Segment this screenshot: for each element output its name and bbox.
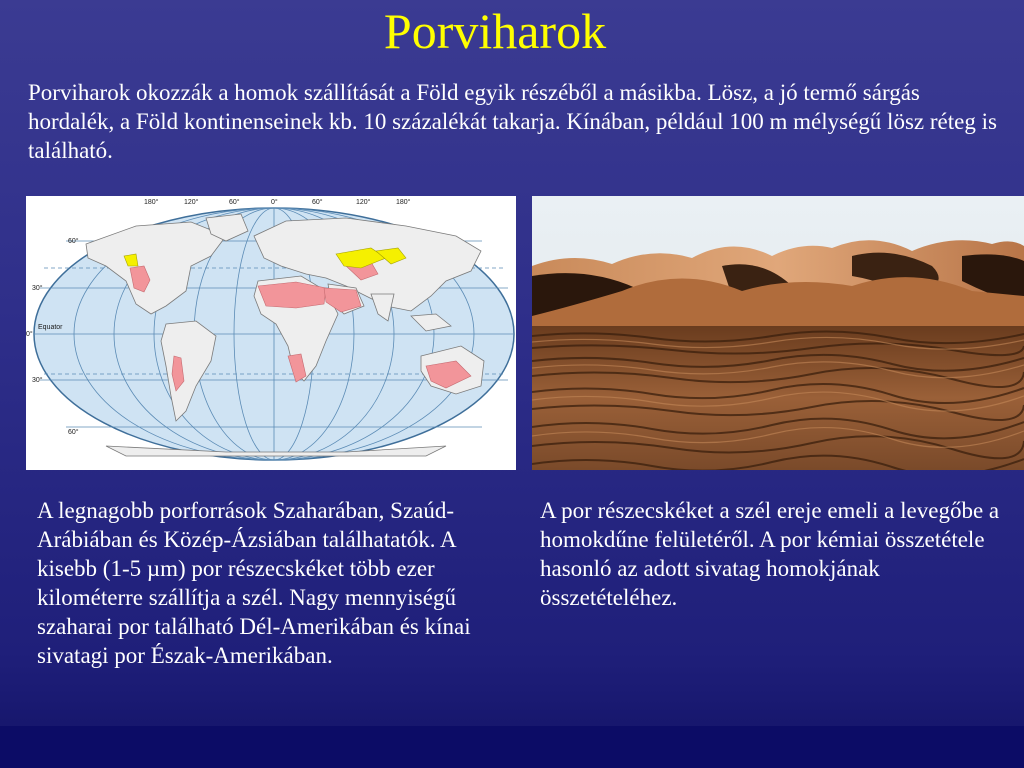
dunes-graphic [532,196,1024,470]
lat-label: 60° [68,238,79,245]
dust-sources-paragraph: A legnagobb porforrások Szaharában, Szaúd-Arábiában és Közép-Ázsiában találhatatók. A kisebb (1-5 µm) por részecskéket több ezer kilométerre szállítja a szél. Nagy mennyiségű szaharai por található Dél-Amerikában és kínai sivatagi por Észak-Amerikában. [37,498,471,668]
world-dust-map [26,196,516,470]
slide-title: Porviharok [383,3,607,59]
world-map-graphic [26,196,516,470]
lon-label: 180° [396,199,411,206]
dust-lifting-paragraph: A por részecskéket a szél ereje emeli a levegőbe a homokdűne felületéről. A por kémiai összetétele hasonló az adott sivatag homokjának összetételéhez. [540,498,1000,610]
bottom-band [0,726,1024,768]
lat-label: 60° [68,429,79,436]
map-longitude-labels [144,198,411,206]
lon-label: 120° [356,199,371,206]
lon-label: 180° [144,199,159,206]
equator-label: Equator [38,324,63,331]
desert-dunes-photo [532,196,1024,470]
intro-paragraph: Porviharok okozzák a homok szállítását a Föld egyik részéből a másikba. Lösz, a jó termő sárgás hordalék, a Föld kontinenseinek kb. 10 százalékát takarja. Kínában, például 100 m mélységű lösz réteg is található. [28,80,997,163]
lat-label: 30° [32,285,43,292]
lon-label: 60° [229,199,240,206]
lon-label: 120° [184,199,199,206]
lat-label: 30° [32,377,43,384]
lon-label: 60° [312,199,323,206]
lat-label: 0° [26,331,33,338]
lon-label: 0° [271,199,278,206]
